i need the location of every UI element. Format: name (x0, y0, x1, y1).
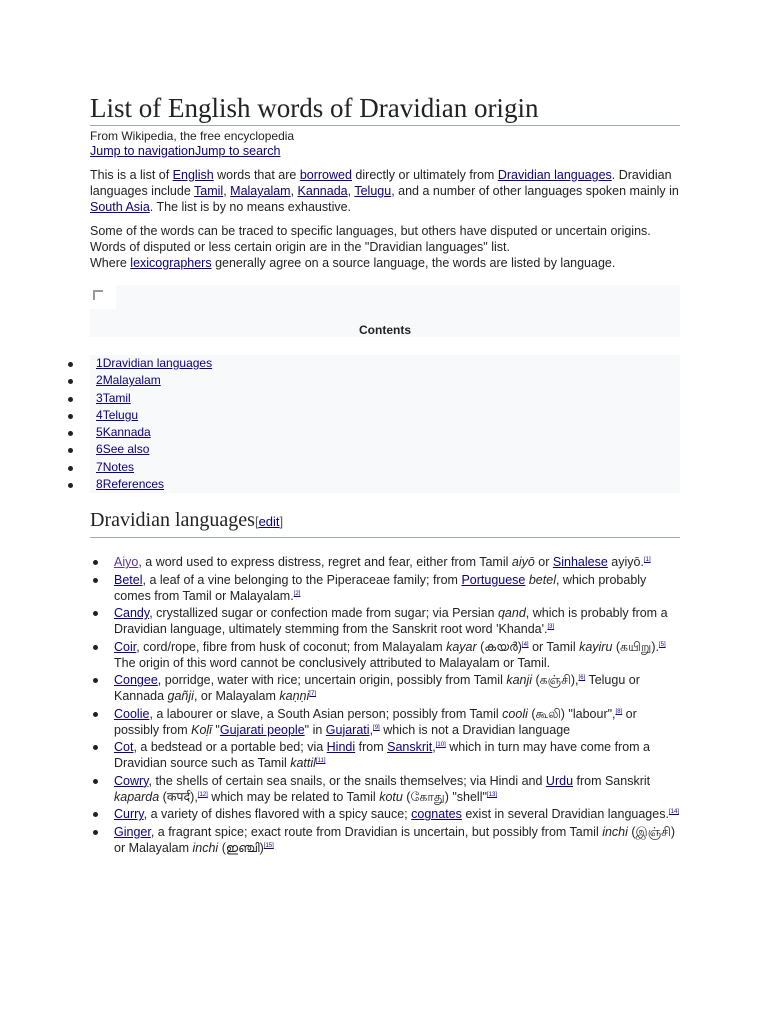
list-item: Aiyo, a word used to express distress, regret and fear, either from Tamil aiyō or Sinhalese ayiyō.[1] (90, 554, 680, 570)
tagline: From Wikipedia, the free encyclopedia (90, 129, 295, 143)
link-cognates[interactable]: cognates (411, 807, 462, 822)
link-gujarati-people[interactable]: Gujarati people (219, 722, 305, 737)
ref-link[interactable]: [4] (521, 641, 529, 648)
entry-link-betel[interactable]: Betel (114, 572, 143, 587)
entry-link-curry[interactable]: Curry (114, 807, 144, 822)
ref-link[interactable]: [14] (668, 809, 679, 816)
ref-link[interactable]: [11] (315, 758, 326, 765)
link-english[interactable]: English (172, 168, 214, 182)
link-south-asia[interactable]: South Asia (90, 200, 150, 214)
jump-to-search-link[interactable]: Jump to search (194, 144, 281, 158)
ref-link[interactable]: [6] (578, 675, 586, 682)
intro-paragraph (90, 167, 680, 215)
toc-item[interactable]: 8References (66, 476, 680, 493)
entry-link-coolie[interactable]: Coolie (114, 706, 150, 721)
ref-link[interactable]: [12] (197, 791, 208, 798)
ref-link[interactable]: [8] (615, 708, 623, 715)
toc-list (66, 355, 680, 493)
ref-link[interactable]: [1] (643, 557, 651, 564)
link-sanskrit[interactable]: Sanskrit (387, 740, 433, 755)
list-item: Cot, a bedstead or a portable bed; via Hindi from Sanskrit,[10] which in turn may have come from a Dravidian source such as Tamil kattil[11] (90, 739, 680, 771)
list-item: Congee, porridge, water with rice; uncertain origin, possibly from Tamil kanji (கஞ்சி),[6] Telugu or Kannada gañji, or Malayalam kaṇṇi[7] (90, 672, 680, 704)
text: Some of the words can be traced to specific languages, but others have disputed or uncertain origins. Words of disputed or less certain origin are in the "Dravidian languages" list. (90, 224, 651, 254)
link-portuguese[interactable]: Portuguese (461, 572, 526, 587)
text: words that are (213, 168, 300, 182)
toc-item[interactable]: 3Tamil (66, 390, 680, 407)
link-malayalam[interactable]: Malayalam (230, 184, 291, 198)
section-heading (90, 506, 680, 538)
toc-item[interactable]: 6See also (66, 441, 680, 458)
text: directly or ultimately from (351, 168, 498, 182)
text: , and a number of other languages spoken mainly in (391, 184, 679, 198)
entry-link-congee[interactable]: Congee (114, 673, 158, 688)
text: . The list is by no means exhaustive. (149, 200, 352, 214)
ref-link[interactable]: [7] (309, 691, 316, 698)
ref-link[interactable]: [13] (486, 791, 497, 798)
toc-item[interactable]: 2Malayalam (66, 372, 680, 389)
entry-link-aiyo[interactable]: Aiyo (114, 555, 139, 570)
jump-to-navigation-link[interactable]: Jump to navigation (90, 144, 195, 158)
entry-link-candy[interactable]: Candy (114, 606, 150, 621)
text: . Dravidian languages include (90, 168, 672, 198)
entry-link-cowry[interactable]: Cowry (114, 773, 149, 788)
entry-link-coir[interactable]: Coir (114, 639, 137, 654)
link-hindi[interactable]: Hindi (326, 740, 356, 755)
list-item: Ginger, a fragrant spice; exact route from Dravidian is uncertain, but possibly from Tamil inchi (இஞ்சி) or Malayalam inchi (ഇഞ്ചി)[15] (90, 824, 680, 856)
second-paragraph (90, 223, 680, 271)
link-kannada[interactable]: Kannada (297, 184, 348, 198)
toc-item[interactable]: 7Notes (66, 459, 680, 476)
link-sinhalese[interactable]: Sinhalese (552, 555, 608, 570)
ref-link[interactable]: [5] (658, 641, 666, 648)
link-telugu[interactable]: Telugu (354, 184, 392, 198)
page-title: List of English words of Dravidian origin (90, 0, 680, 126)
entry-link-cot[interactable]: Cot (114, 740, 134, 755)
entry-list (90, 554, 680, 856)
link-gujarati[interactable]: Gujarati (325, 722, 370, 737)
edit-link[interactable]: edit (258, 514, 280, 530)
text: This is a list of (90, 168, 173, 182)
list-item: Coolie, a labourer or slave, a South Asian person; possibly from Tamil cooli (கூலி) "labour",[8] or possibly from Koḷī "Gujarati people" in Gujarati,[9] which is not a Dravidian language (90, 706, 680, 738)
jump-links (90, 144, 680, 159)
link-urdu[interactable]: Urdu (545, 773, 574, 788)
toc-image-placeholder (90, 285, 680, 309)
broken-image-icon (90, 285, 116, 309)
toc-title: Contents (90, 309, 680, 337)
text: , (347, 184, 355, 198)
list-item: Coir, cord/rope, fibre from husk of coconut; from Malayalam kayar (കയർ)[4] or Tamil kayiru (கயிறு).[5] The origin of this word cannot be conclusively attributed to Malayalam or Tamil. (90, 639, 680, 671)
edit-bracket: [edit] (254, 514, 284, 530)
text: Where (90, 256, 131, 270)
toc-item[interactable]: 5Kannada (66, 424, 680, 441)
list-item: Candy, crystallized sugar or confection made from sugar; via Persian qand, which is probably from a Dravidian language, ultimately stemming from the Sanskrit root word 'Khanda'.[3] (90, 605, 680, 637)
ref-link[interactable]: [10] (435, 742, 446, 749)
entry-link-ginger[interactable]: Ginger (114, 824, 151, 839)
list-item: Cowry, the shells of certain sea snails, or the snails themselves; via Hindi and Urdu from Sanskrit kaparda (कपर्द),[12] which may be related to Tamil kotu (கோது) "shell"[13] (90, 773, 680, 805)
ref-link[interactable]: [9] (373, 724, 380, 731)
toc-item[interactable]: 4Telugu (66, 407, 680, 424)
link-tamil[interactable]: Tamil (194, 184, 224, 198)
list-item: Curry, a variety of dishes flavored with a spicy sauce; cognates exist in several Dravidian languages.[14] (90, 806, 680, 822)
text: , (290, 184, 298, 198)
text: , (223, 184, 231, 198)
link-borrowed[interactable]: borrowed (299, 168, 352, 182)
ref-link[interactable]: [15] (263, 842, 274, 849)
link-dravidian-languages[interactable]: Dravidian languages (497, 168, 612, 182)
section-heading-text: Dravidian languages (90, 509, 255, 532)
toc-item[interactable]: 1Dravidian languages (66, 355, 680, 372)
ref-link[interactable]: [3] (547, 624, 555, 631)
link-lexicographers[interactable]: lexicographers (130, 256, 212, 270)
ref-link[interactable]: [2] (293, 590, 301, 597)
text: generally agree on a source language, the words are listed by language. (211, 256, 616, 270)
list-item: Betel, a leaf of a vine belonging to the Piperaceae family; from Portuguese betel, which probably comes from Tamil or Malayalam.[2] (90, 572, 680, 604)
